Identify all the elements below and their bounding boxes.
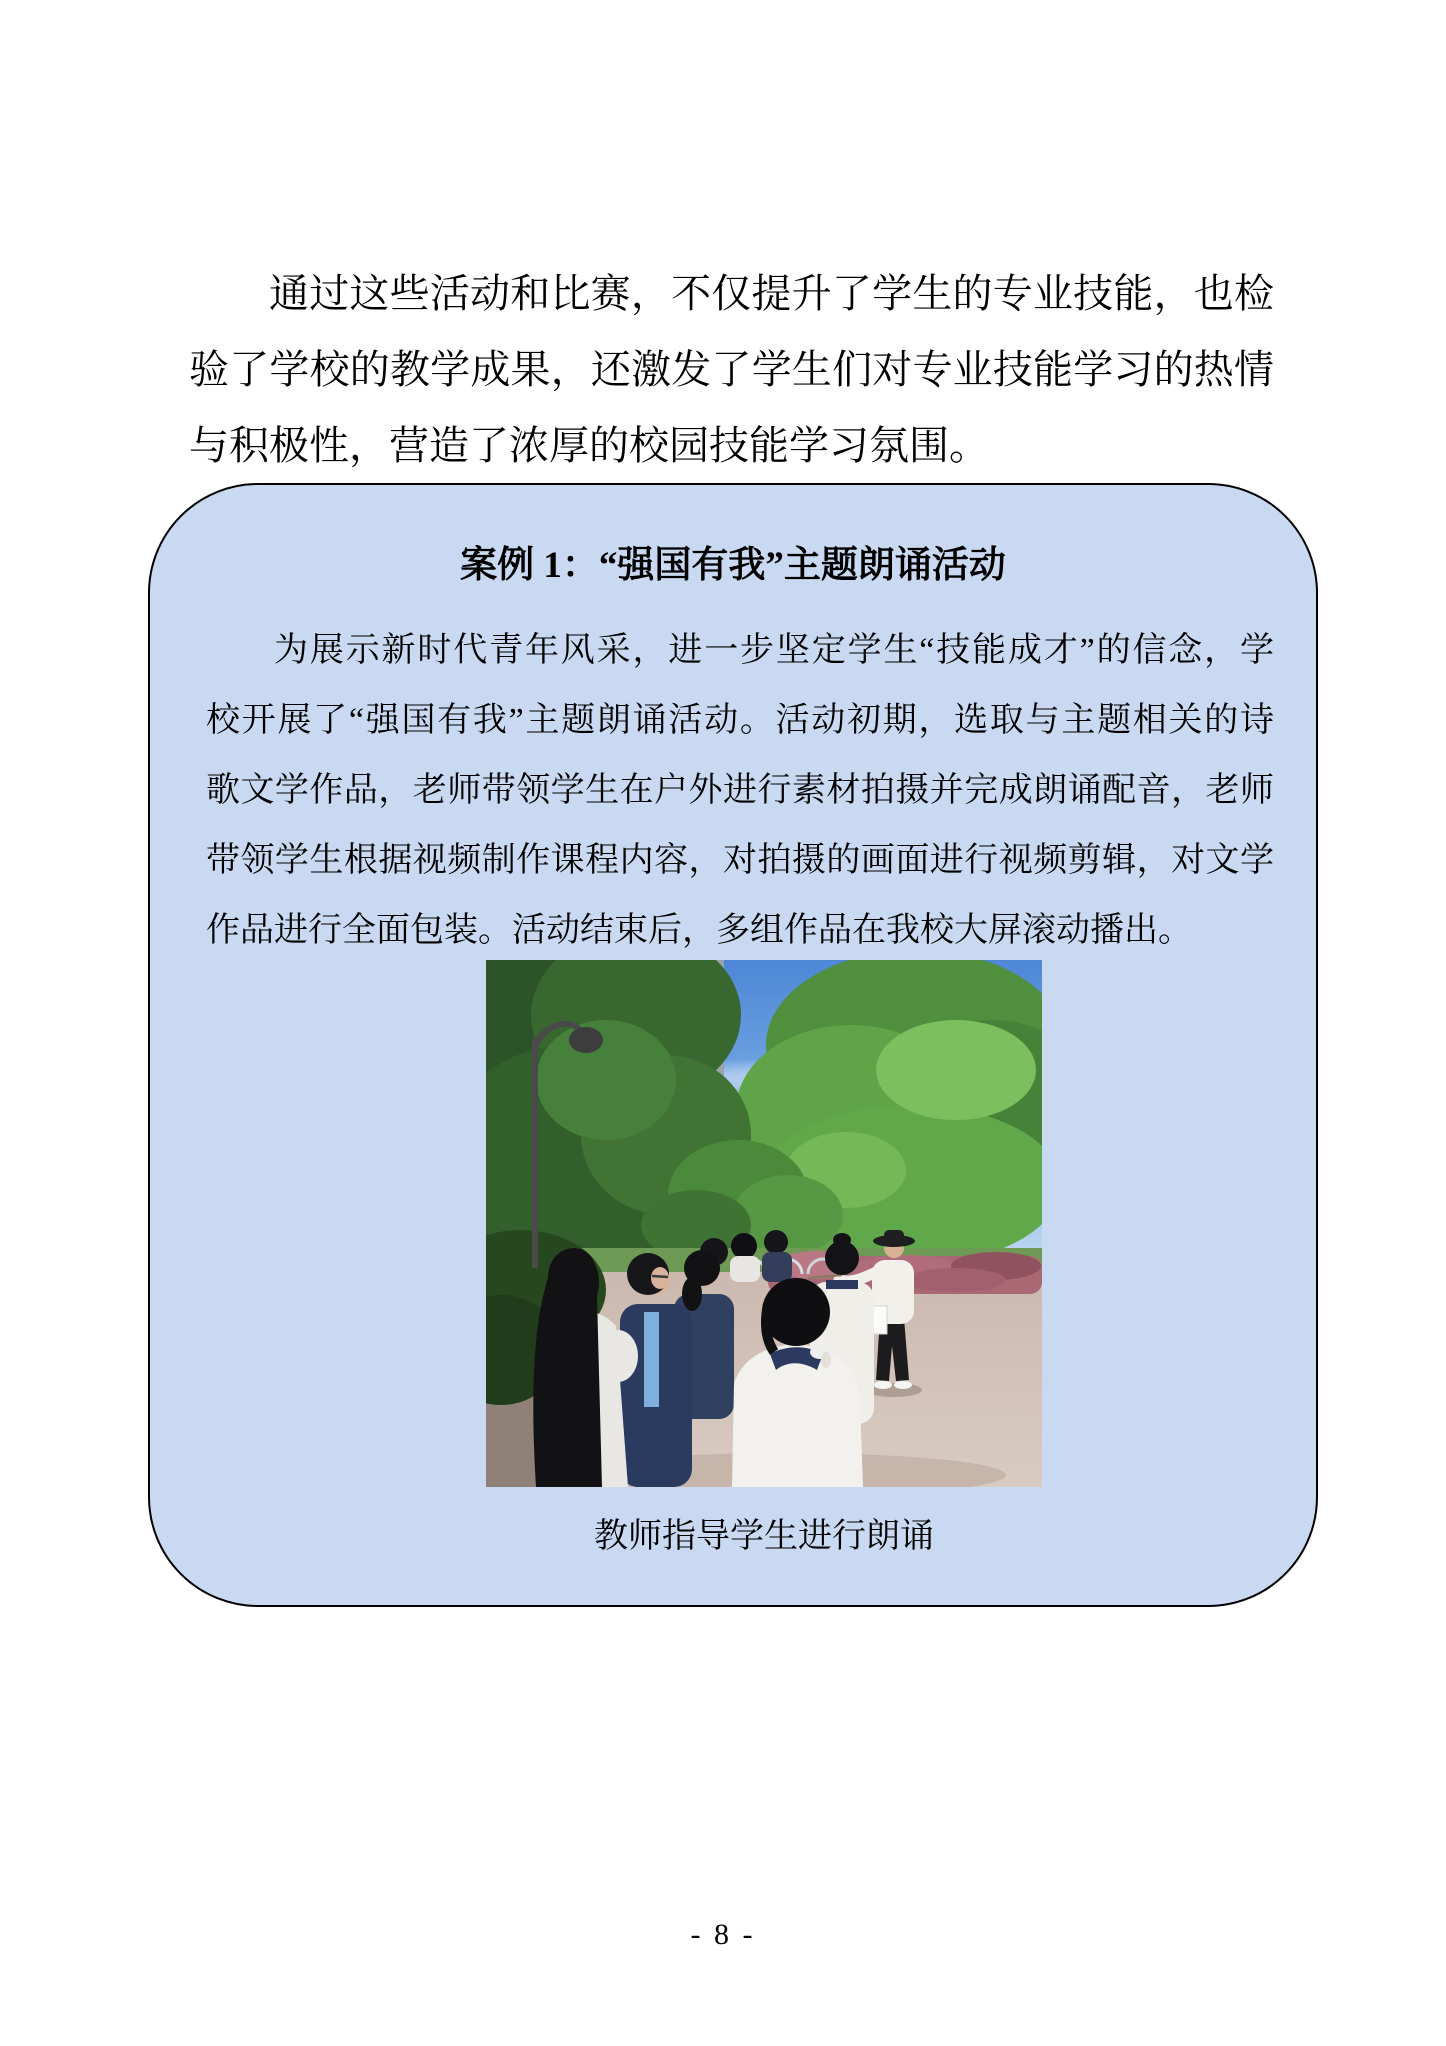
- intro-paragraph: [189, 256, 1274, 484]
- text-line: 为展示新时代青年风采，进一步坚定学生“技能成才”的信念，学: [274, 632, 1274, 669]
- text-line: 验了学校的教学成果，还激发了学生们对专业技能学习的热情: [189, 347, 1274, 392]
- case-title: 案例 1：“强国有我”主题朗诵活动: [460, 545, 1006, 586]
- text-line: 校开展了“强国有我”主题朗诵活动。活动初期，选取与主题相关的诗: [206, 702, 1274, 739]
- activity-photo: [486, 960, 1042, 1487]
- text-line: 歌文学作品，老师带领学生在户外进行素材拍摄并完成朗诵配音，老师: [206, 772, 1274, 809]
- text-line: 作品进行全面包装。活动结束后，多组作品在我校大屏滚动播出。: [206, 912, 1192, 949]
- text-line: 与积极性，营造了浓厚的校园技能学习氛围。: [189, 423, 989, 468]
- text-line: 带领学生根据视频制作课程内容，对拍摄的画面进行视频剪辑，对文学: [206, 842, 1274, 879]
- case-study-box: [148, 483, 1318, 1607]
- text-line: 通过这些活动和比赛，不仅提升了学生的专业技能，也检: [269, 271, 1274, 316]
- case-body-paragraph: [206, 616, 1274, 966]
- page-number: - 8 -: [690, 1918, 756, 1951]
- activity-photo-graphic: [486, 960, 1042, 1487]
- photo-caption: 教师指导学生进行朗诵: [594, 1518, 934, 1555]
